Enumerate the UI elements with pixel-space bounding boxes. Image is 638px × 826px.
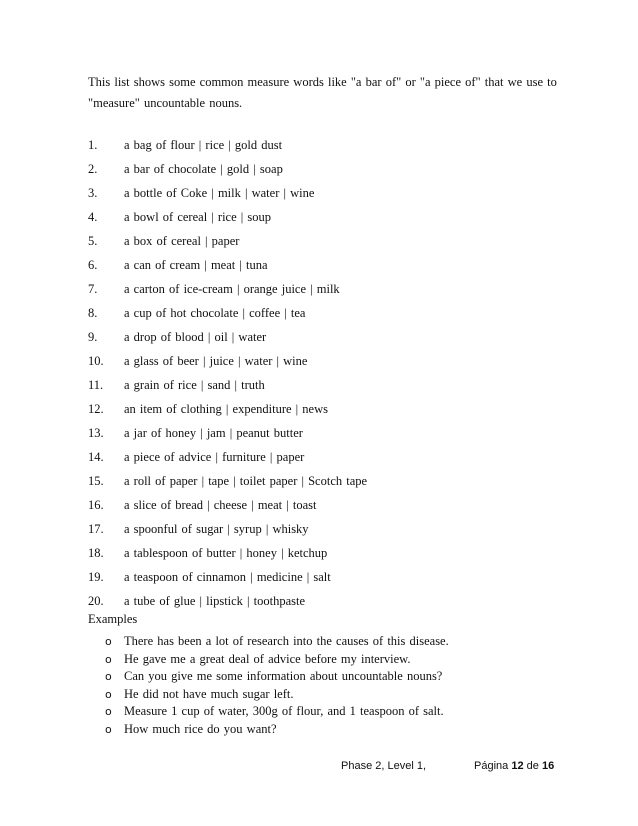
footer-pagina-label: Página xyxy=(474,760,509,772)
example-text: How much rice do you want? xyxy=(124,721,277,736)
list-item-text: a piece of advice | furniture | paper xyxy=(124,450,305,464)
list-item-number: 16. xyxy=(88,498,104,512)
list-item-number: 2. xyxy=(88,162,98,176)
list-item-text: a grain of rice | sand | truth xyxy=(124,378,265,392)
list-item-number: 14. xyxy=(88,450,104,464)
bullet-icon: o xyxy=(105,687,112,701)
intro-line-1: This list shows some common measure words like "a bar of" or "a piece of" that we use to xyxy=(88,75,557,89)
examples-heading: Examples xyxy=(88,612,138,626)
list-item-text: a tube of glue | lipstick | toothpaste xyxy=(124,594,306,608)
list-item-text: a bag of flour | rice | gold dust xyxy=(124,138,283,152)
list-item-text: a tablespoon of butter | honey | ketchup xyxy=(124,546,328,560)
example-text: Can you give me some information about uncountable nouns? xyxy=(124,669,443,683)
example-text: He did not have much sugar left. xyxy=(124,686,294,701)
bullet-icon: o xyxy=(105,722,112,736)
list-item-number: 12. xyxy=(88,402,104,416)
list-item-text: a spoonful of sugar | syrup | whisky xyxy=(124,522,309,536)
list-item-number: 5. xyxy=(88,234,98,248)
list-item-text: a bowl of cereal | rice | soup xyxy=(124,210,272,224)
list-item-text: a cup of hot chocolate | coffee | tea xyxy=(124,306,306,320)
bullet-icon: o xyxy=(105,652,112,666)
list-item-text: a carton of ice-cream | orange juice | milk xyxy=(124,282,340,296)
list-item-text: a bottle of Coke | milk | water | wine xyxy=(124,186,315,200)
bullet-icon: o xyxy=(105,670,112,683)
example-text: Measure 1 cup of water, 300g of flour, and 1 teaspoon of salt. xyxy=(124,704,444,718)
footer-phase: Phase 2, Level 1, xyxy=(341,760,427,772)
list-item-number: 13. xyxy=(88,426,104,440)
list-item-number: 11. xyxy=(88,378,104,392)
list-item-number: 18. xyxy=(88,546,104,560)
footer-page-number xyxy=(474,760,554,772)
list-item-text: a slice of bread | cheese | meat | toast xyxy=(124,498,317,512)
list-item-text: a can of cream | meat | tuna xyxy=(124,258,268,272)
list-item-number: 6. xyxy=(88,258,98,272)
list-item-number: 19. xyxy=(88,570,104,584)
list-item-number: 4. xyxy=(88,210,98,224)
list-item-text: a roll of paper | tape | toilet paper | Scotch tape xyxy=(124,474,368,488)
bullet-icon: o xyxy=(105,635,112,648)
footer-current-page: 12 xyxy=(511,760,524,772)
intro-line-2: "measure" uncountable nouns. xyxy=(88,96,243,110)
list-item-number: 20. xyxy=(88,594,104,608)
list-item-text: a teaspoon of cinnamon | medicine | salt xyxy=(124,570,331,584)
list-item-number: 15. xyxy=(88,474,104,488)
example-text: He gave me a great deal of advice before my interview. xyxy=(124,651,411,666)
list-item-number: 1. xyxy=(88,138,98,152)
footer-de-label: de xyxy=(526,760,539,772)
list-item-number: 10. xyxy=(88,354,104,368)
list-item-number: 17. xyxy=(88,522,104,536)
list-item-number: 9. xyxy=(88,330,98,344)
example-text: There has been a lot of research into the causes of this disease. xyxy=(124,634,449,648)
list-item-text: a bar of chocolate | gold | soap xyxy=(124,162,283,176)
list-item-text: an item of clothing | expenditure | news xyxy=(124,402,328,416)
list-item-text: a jar of honey | jam | peanut butter xyxy=(124,426,303,440)
footer-total-pages: 16 xyxy=(541,760,555,772)
list-item-number: 8. xyxy=(88,306,98,320)
bullet-icon: o xyxy=(105,705,112,718)
list-item-number: 3. xyxy=(88,186,98,200)
intro-paragraph xyxy=(88,72,558,114)
list-item-number: 7. xyxy=(88,282,98,296)
list-item-text: a glass of beer | juice | water | wine xyxy=(124,354,308,368)
list-item-text: a drop of blood | oil | water xyxy=(124,330,267,344)
list-item-text: a box of cereal | paper xyxy=(124,234,240,248)
